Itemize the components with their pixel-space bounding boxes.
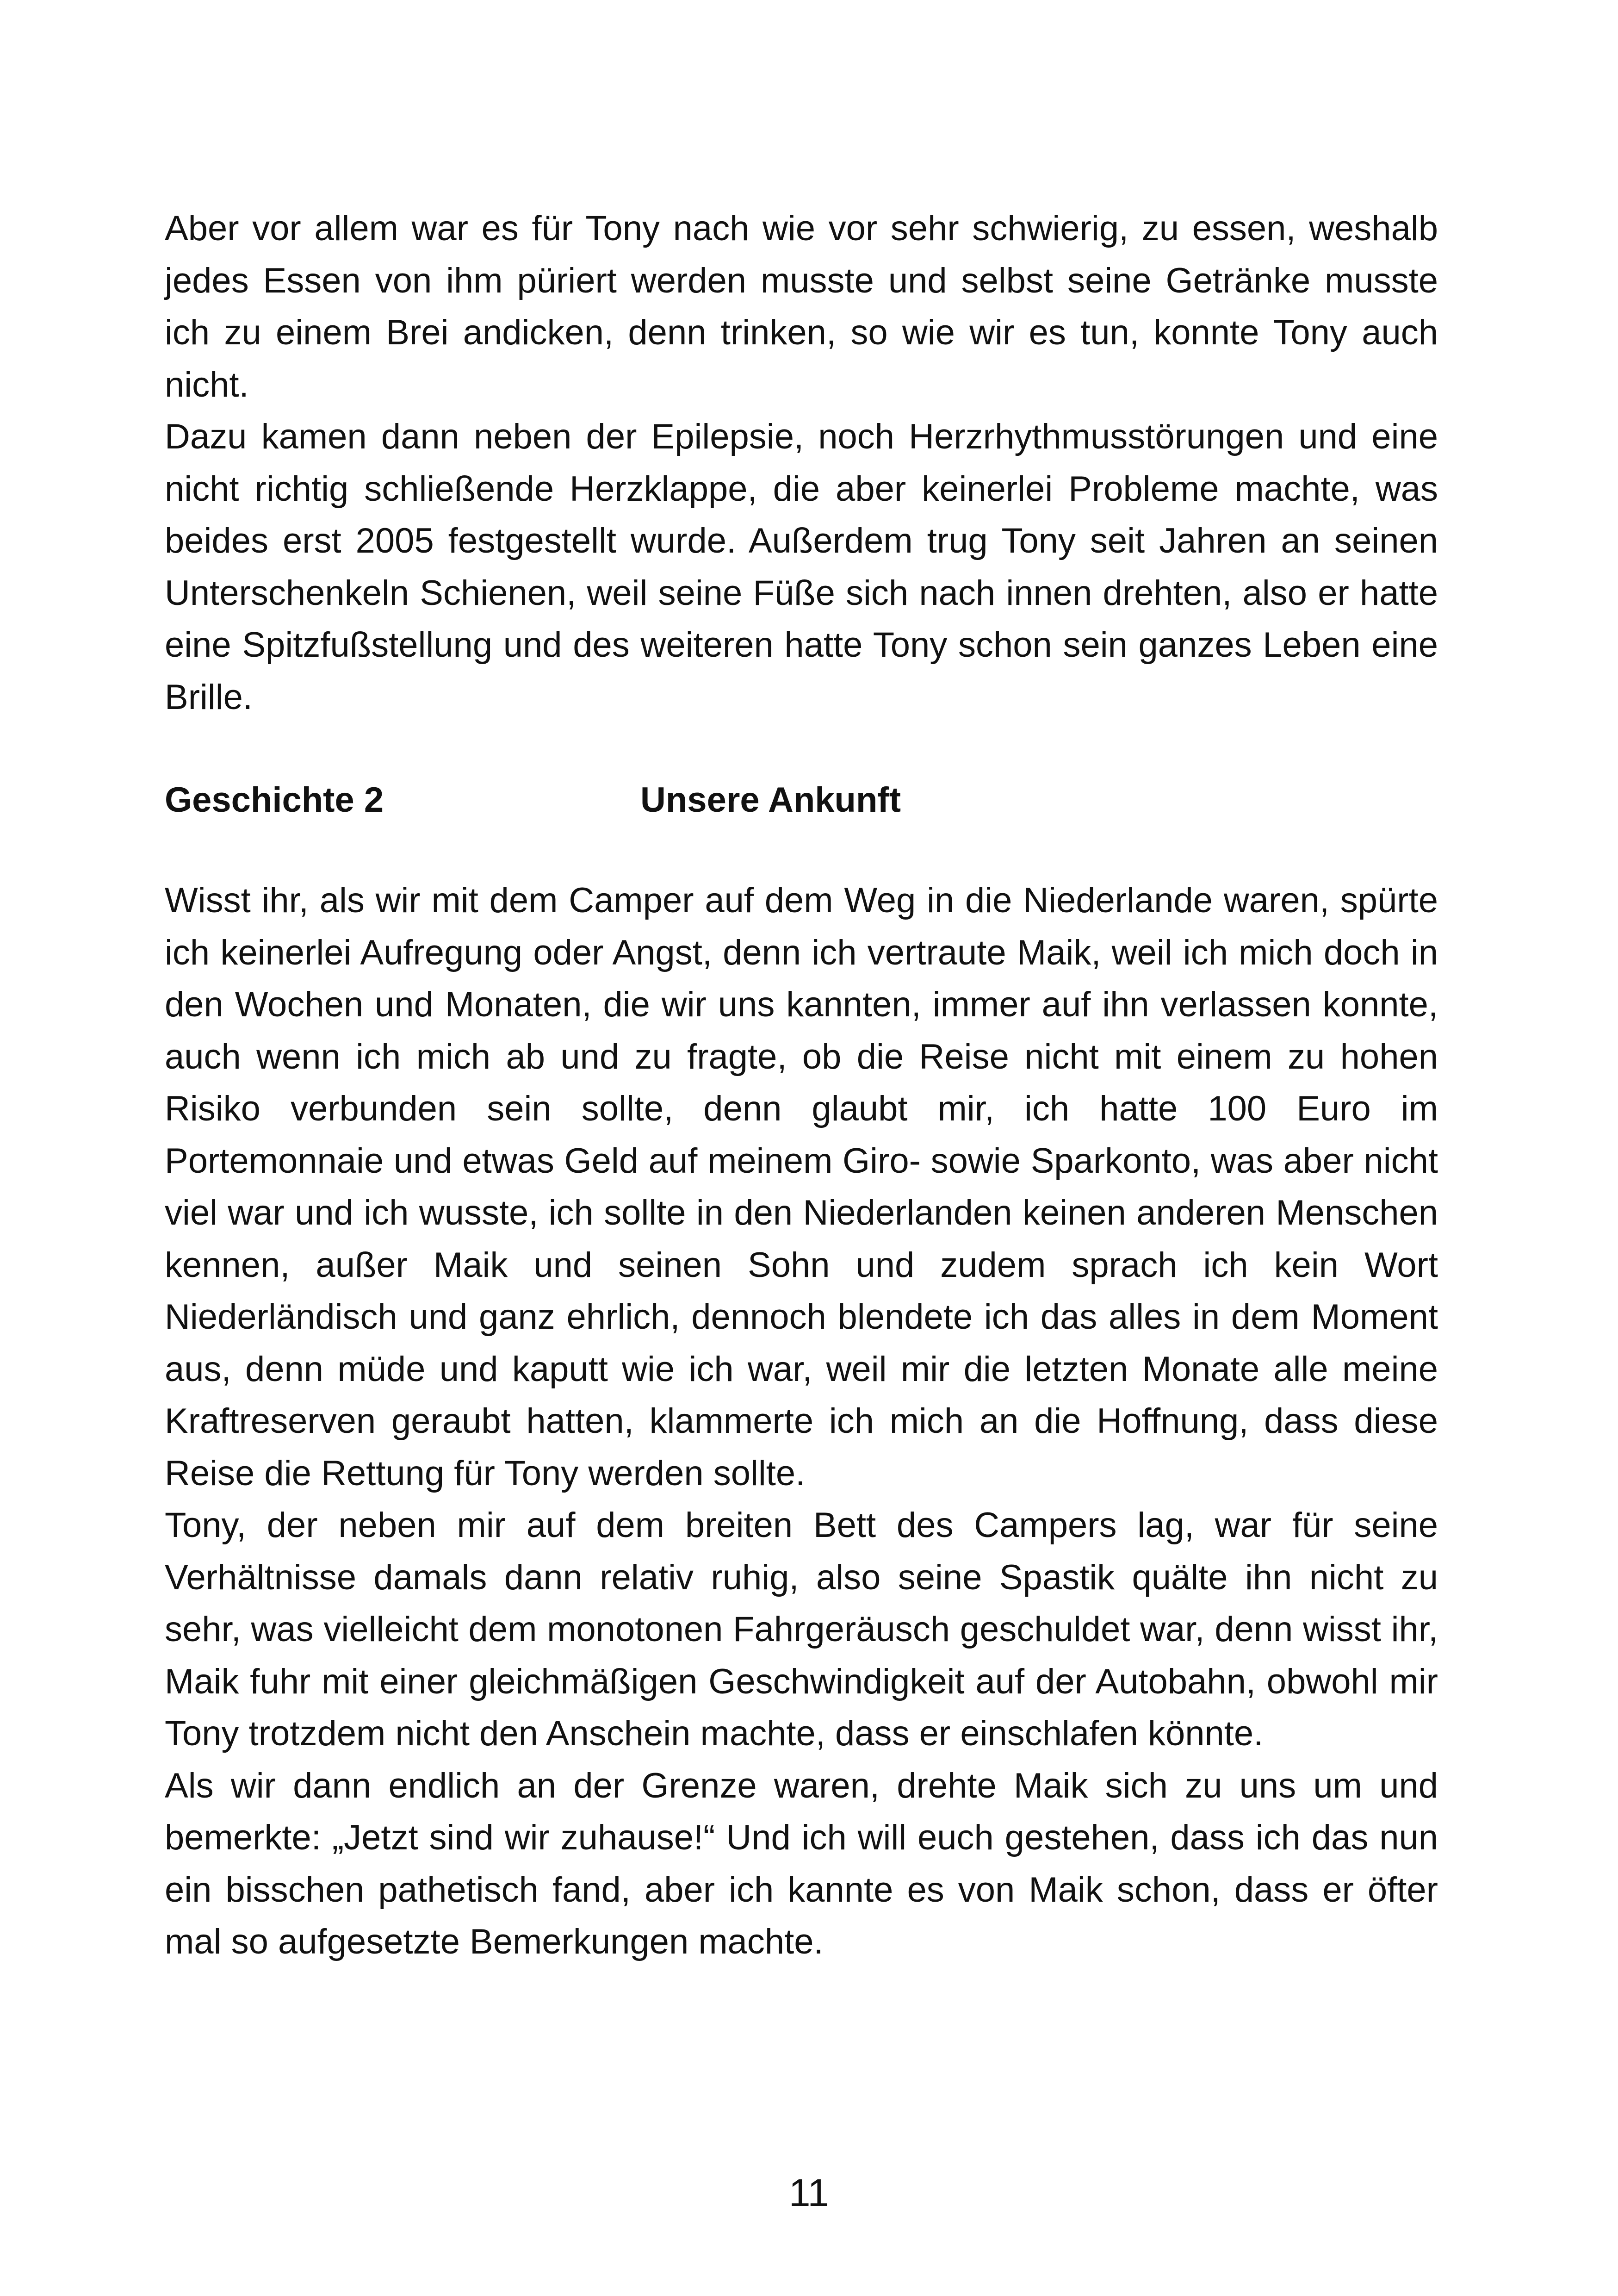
intro-text-block: [165, 203, 1438, 723]
paragraph-eating: Aber vor allem war es für Tony nach wie vor sehr schwierig, zu essen, weshalb jedes Essen von ihm püriert werden musste und selbst seine Getränke musste ich zu einem Brei andicken, denn trinken, so wie wir es tun, konnte Tony auch nicht.: [165, 209, 1438, 404]
paragraph-camper: Tony, der neben mir auf dem breiten Bett des Campers lag, war für seine Verhältnisse damals dann relativ ruhig, also seine Spastik quälte ihn nicht zu sehr, was vielleicht dem monotonen Fahrgeräusch geschuldet war, denn wisst ihr, Maik fuhr mit einer gleichmäßigen Geschwindigkeit auf der Autobahn, obwohl mir Tony trotzdem nicht den Anschein machte, dass er einschlafen könnte.: [165, 1506, 1438, 1753]
chapter-heading: [165, 774, 1438, 826]
story-text-block: [165, 875, 1438, 1968]
chapter-title: Unsere Ankunft: [640, 780, 901, 820]
paragraph-journey: Wisst ihr, als wir mit dem Camper auf dem Weg in die Niederlande waren, spürte ich keinerlei Aufregung oder Angst, denn ich vertraute Maik, weil ich mich doch in den Wochen und Monaten, die wir uns kannten, immer auf ihn verlassen konnte, auch wenn ich mich ab und zu fragte, ob die Reise nicht mit einem zu hohen Risiko verbunden sein sollte, denn glaubt mir, ich hatte 100 Euro im Portemonnaie und etwas Geld auf meinem Giro- sowie Sparkonto, was aber nicht viel war und ich wusste, ich sollte in den Niederlanden keinen anderen Menschen kennen, außer Maik und seinen Sohn und zudem sprach ich kein Wort Niederländisch und ganz ehrlich, dennoch blendete ich das alles in dem Moment aus, denn müde und kaputt wie ich war, weil mir die letzten Monate alle meine Kraftreserven geraubt hatten, klammerte ich mich an die Hoffnung, dass diese Reise die Rettung für Tony werden sollte.: [165, 881, 1438, 1493]
page-number: 11: [788, 2171, 830, 2215]
paragraph-border: Als wir dann endlich an der Grenze waren, drehte Maik sich zu uns um und bemerkte: „Jetzt sind wir zuhause!“ Und ich will euch gestehen, dass ich das nun ein bisschen pathetisch fand, aber ich kannte es von Maik schon, dass er öfter mal so aufgesetzte Bemerkungen machte.: [165, 1766, 1438, 1961]
paragraph-health: Dazu kamen dann neben der Epilepsie, noch Herzrhythmusstörungen und eine nicht richtig schließende Herzklappe, die aber keinerlei Probleme machte, was beides erst 2005 festgestellt wurde. Außerdem trug Tony seit Jahren an seinen Unterschenkeln Schienen, weil seine Füße sich nach innen drehten, also er hatte eine Spitzfußstellung und des weiteren hatte Tony schon sein ganzes Leben eine Brille.: [165, 417, 1438, 717]
chapter-number: Geschichte 2: [165, 780, 384, 820]
